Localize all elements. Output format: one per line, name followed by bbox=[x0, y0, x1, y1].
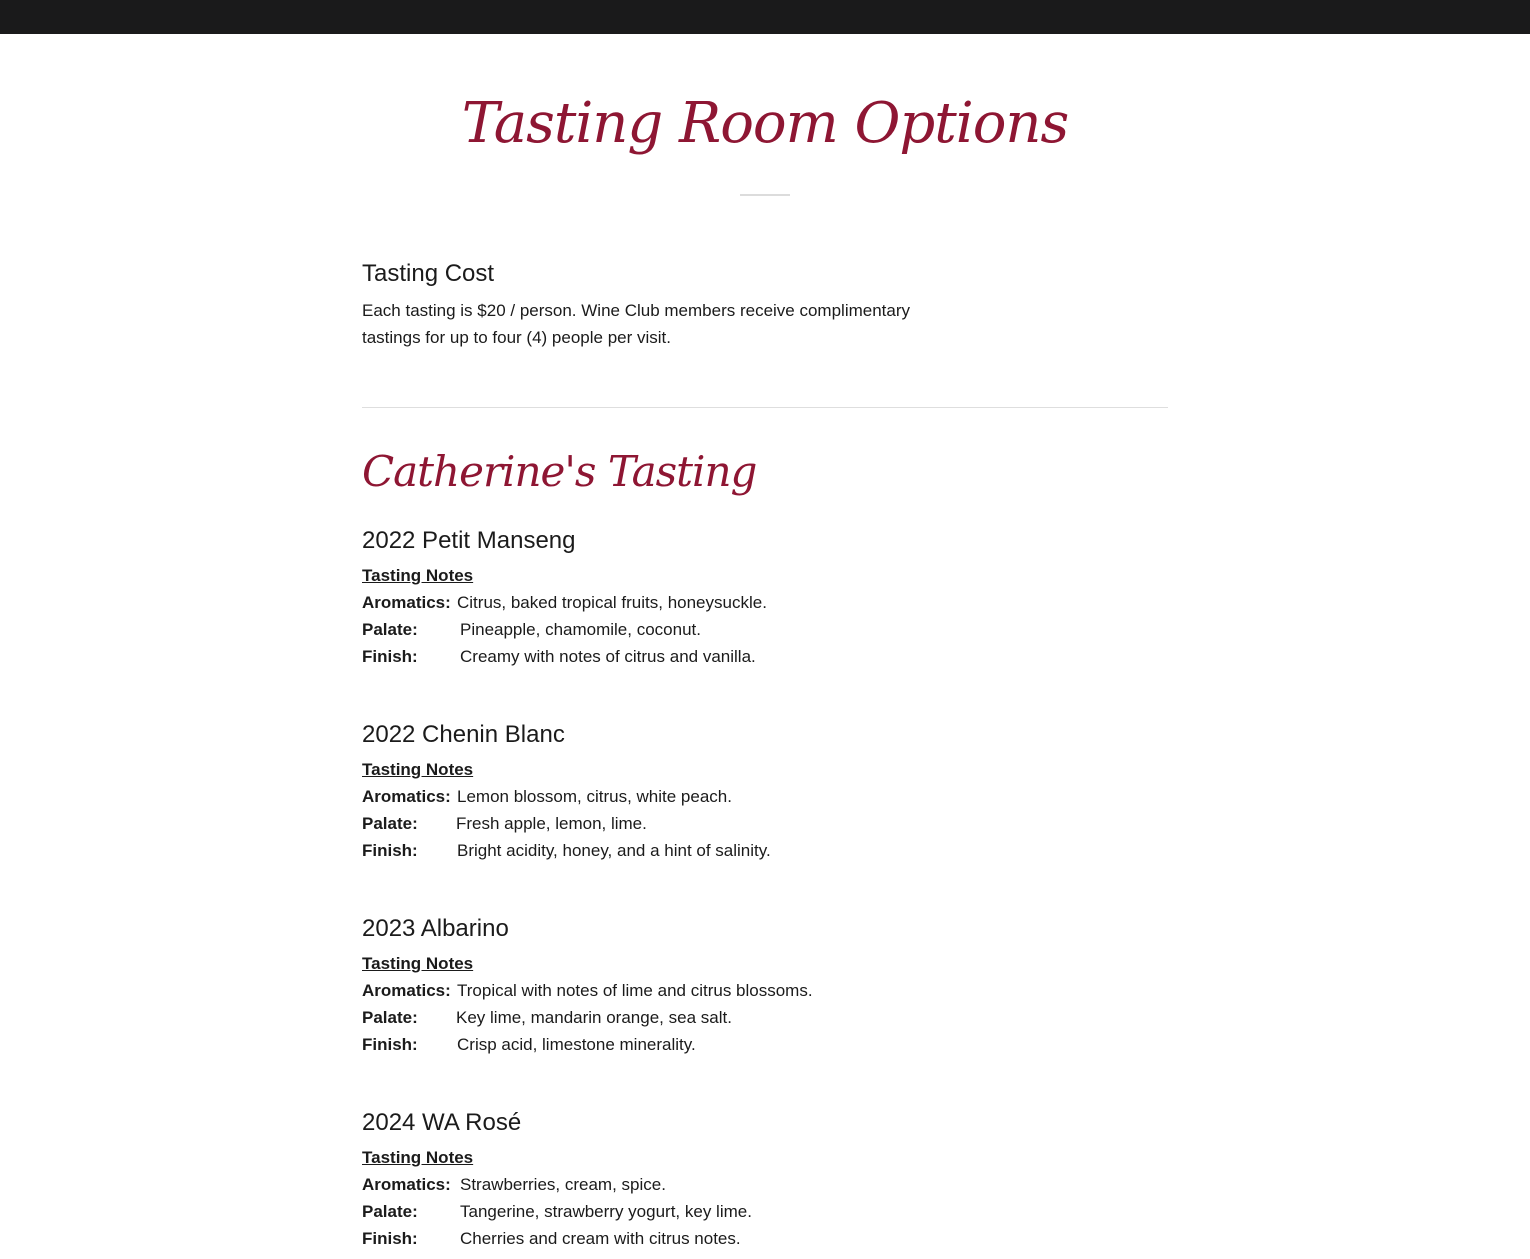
palate-value: Tangerine, strawberry yogurt, key lime. bbox=[460, 1202, 752, 1221]
wine-card bbox=[362, 720, 1168, 864]
finish-value: Crisp acid, limestone minerality. bbox=[457, 1035, 696, 1054]
aromatics-row bbox=[362, 589, 1168, 616]
section-divider bbox=[362, 407, 1168, 408]
tasting-notes-label: Tasting Notes bbox=[362, 1148, 474, 1167]
tasting-notes-label: Tasting Notes bbox=[362, 954, 474, 973]
aromatics-label: Aromatics: bbox=[362, 1175, 451, 1194]
finish-value: Creamy with notes of citrus and vanilla. bbox=[460, 647, 756, 666]
aromatics-value: Tropical with notes of lime and citrus blossoms. bbox=[457, 981, 813, 1000]
palate-value: Key lime, mandarin orange, sea salt. bbox=[456, 1008, 732, 1027]
palate-label: Palate: bbox=[362, 620, 418, 639]
aromatics-label: Aromatics: bbox=[362, 593, 451, 612]
tasting-cost-description: Each tasting is $20 / person. Wine Club members receive complimentary tastings for up to four (4) people per visit. bbox=[362, 301, 911, 347]
finish-value: Cherries and cream with citrus notes. bbox=[460, 1229, 741, 1248]
finish-row bbox=[362, 837, 1168, 864]
aromatics-value: Lemon blossom, citrus, white peach. bbox=[457, 787, 732, 806]
palate-row bbox=[362, 1004, 1168, 1031]
palate-value: Fresh apple, lemon, lime. bbox=[456, 814, 647, 833]
tasting-notes-label: Tasting Notes bbox=[362, 566, 474, 585]
palate-row bbox=[362, 810, 1168, 837]
finish-value: Bright acidity, honey, and a hint of salinity. bbox=[457, 841, 771, 860]
tasting-menu-title: Catherine's Tasting bbox=[362, 447, 757, 496]
title-divider bbox=[740, 194, 790, 196]
aromatics-row bbox=[362, 1171, 1168, 1198]
palate-row bbox=[362, 616, 1168, 643]
palate-value: Pineapple, chamomile, coconut. bbox=[460, 620, 701, 639]
palate-label: Palate: bbox=[362, 814, 418, 833]
wine-name: 2024 WA Rosé bbox=[362, 1109, 522, 1136]
palate-label: Palate: bbox=[362, 1202, 418, 1221]
aromatics-row bbox=[362, 977, 1168, 1004]
top-navigation-bar bbox=[0, 0, 1530, 34]
page-title: Tasting Room Options bbox=[461, 91, 1069, 156]
palate-row bbox=[362, 1198, 1168, 1225]
aromatics-value: Citrus, baked tropical fruits, honeysuckle. bbox=[457, 593, 767, 612]
finish-label: Finish: bbox=[362, 647, 418, 666]
palate-label: Palate: bbox=[362, 1008, 418, 1027]
aromatics-label: Aromatics: bbox=[362, 787, 451, 806]
finish-row bbox=[362, 1225, 1168, 1252]
finish-row bbox=[362, 643, 1168, 670]
wine-name: 2022 Petit Manseng bbox=[362, 527, 576, 554]
aromatics-label: Aromatics: bbox=[362, 981, 451, 1000]
tasting-cost-heading: Tasting Cost bbox=[362, 260, 495, 287]
wine-card bbox=[362, 526, 1168, 670]
aromatics-row bbox=[362, 783, 1168, 810]
finish-row bbox=[362, 1031, 1168, 1058]
finish-label: Finish: bbox=[362, 1229, 418, 1248]
tasting-notes-label: Tasting Notes bbox=[362, 760, 474, 779]
wine-card bbox=[362, 1108, 1168, 1252]
wine-card bbox=[362, 914, 1168, 1058]
finish-label: Finish: bbox=[362, 1035, 418, 1054]
wine-name: 2023 Albarino bbox=[362, 915, 509, 942]
wine-name: 2022 Chenin Blanc bbox=[362, 721, 565, 748]
finish-label: Finish: bbox=[362, 841, 418, 860]
aromatics-value: Strawberries, cream, spice. bbox=[460, 1175, 666, 1194]
